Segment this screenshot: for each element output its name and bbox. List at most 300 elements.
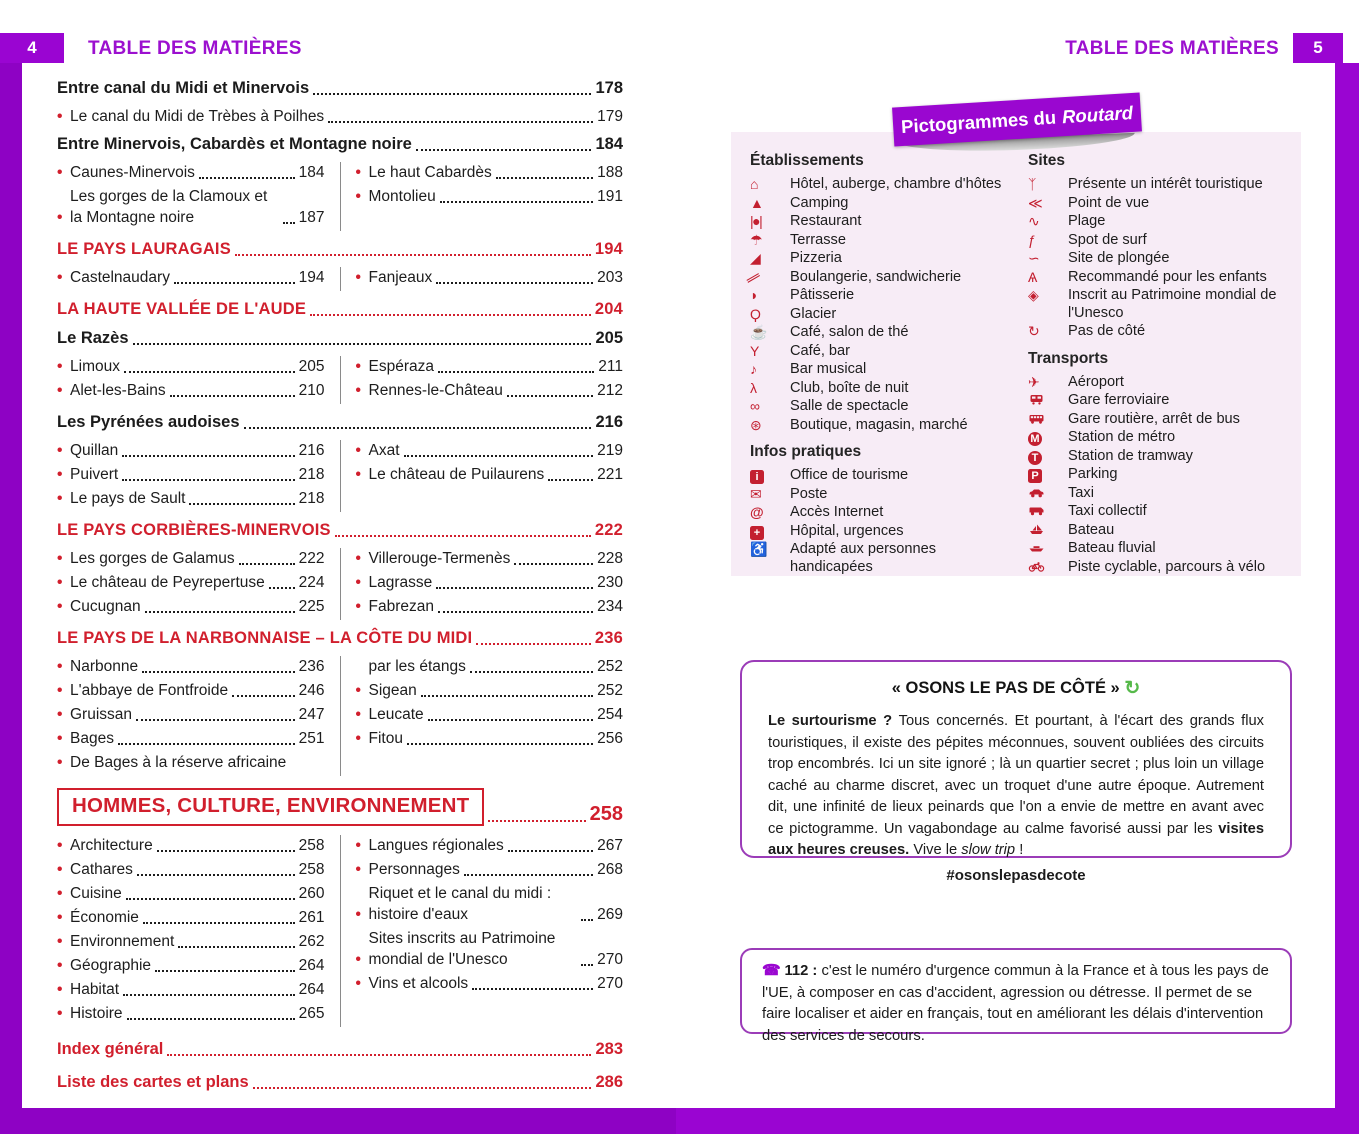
toc-entry-label: Axat [368, 442, 400, 459]
bullet-marker: • [355, 574, 361, 591]
bullet-marker: • [57, 658, 63, 675]
toc-entry-label: Les gorges de la Clamoux et la Montagne noire [70, 188, 268, 226]
bullet-marker: • [57, 730, 63, 747]
terrasse-icon: ☂ [750, 231, 763, 248]
text-segment: slow trip [961, 842, 1016, 858]
toc-entry [356, 680, 624, 701]
toc-entry-label: Architecture [70, 837, 153, 854]
picto-item [750, 417, 1022, 435]
bullet-marker: • [57, 108, 63, 125]
toc-entry-page: 187 [298, 209, 325, 226]
toc-entry [356, 356, 624, 377]
dot-leader [145, 611, 295, 613]
gare-routiere-icon [1028, 411, 1068, 429]
dot-leader [440, 201, 593, 203]
dot-leader [178, 946, 294, 948]
bullet-marker: • [57, 550, 63, 567]
dot-leader [421, 695, 593, 697]
picto-item-label: Station de métro [1068, 429, 1176, 445]
toc-entry [57, 356, 325, 377]
bullet-marker: • [57, 933, 63, 950]
toc-entry [356, 162, 624, 183]
emergency-112-box [740, 948, 1292, 1044]
picto-item [1028, 559, 1296, 577]
dot-leader [122, 455, 294, 457]
toc-column-right [340, 440, 624, 512]
toc-entry-page: 258 [298, 837, 325, 854]
toc-entry [57, 979, 325, 1000]
bullet-marker: • [355, 164, 361, 181]
dot-leader [581, 919, 593, 921]
picto-item [1028, 323, 1296, 341]
toc-entry-page: 205 [298, 358, 325, 375]
toc-entry-label: Habitat [70, 981, 120, 998]
dot-leader [335, 535, 591, 537]
toc-heading-label: Les Pyrénées audoises [57, 413, 240, 431]
text-segment: c'est le numéro d'urgence commun à la France et à tous les pays de l'UE, à composer en cas d'accident, agression ou détresse. Il permet de se faire localiser et aider en français, tout en améliorant les délais d'intervention des services de secours. [762, 963, 1269, 1044]
bateau-fluvial-icon [1028, 540, 1068, 558]
toc-entry-label: Narbonne [70, 658, 139, 675]
toc-entry-label: Riquet et le canal du midi : histoire d'eaux [368, 885, 552, 923]
pizzeria-icon: ◢ [750, 250, 761, 266]
toc-entry [57, 106, 623, 127]
toc-entry-page: 252 [597, 658, 623, 675]
toc-entry-page: 218 [298, 490, 325, 507]
bullet-marker: • [355, 466, 361, 483]
bullet-marker: • [355, 358, 361, 375]
picto-item [750, 343, 1022, 361]
dot-leader [157, 850, 295, 852]
dot-leader [470, 671, 593, 673]
toc-entry [356, 572, 624, 593]
toc-column-left [57, 440, 340, 512]
toc-entry-label: Personnages [368, 861, 460, 878]
bullet-marker: • [355, 269, 361, 286]
pas-de-cote-green-icon: ↻ [1124, 678, 1141, 699]
toc-entry-page: 264 [298, 981, 325, 998]
toc-entry-label: Fabrezan [368, 598, 434, 615]
toc-heading-label: Liste des cartes et plans [57, 1073, 249, 1091]
dot-leader [283, 222, 295, 224]
toc-part-title [57, 788, 623, 826]
bullet-marker: • [355, 682, 361, 699]
picto-item [750, 398, 1022, 416]
picto-item-label: Taxi [1068, 484, 1094, 501]
bullet-marker: • [355, 382, 361, 399]
toc-entry-label: Le pays de Sault [70, 490, 186, 507]
toc-column-left [57, 656, 340, 776]
toc-entry-page: 191 [597, 188, 623, 205]
poste-icon: ✉ [750, 485, 762, 502]
picto-item [750, 213, 1022, 231]
picto-item-label: Salle de spectacle [790, 398, 909, 414]
toc-entry-label: Espéraza [368, 358, 434, 375]
spine-strip-right [1335, 63, 1359, 1108]
toc-heading-page: 204 [594, 300, 623, 318]
dot-leader [189, 503, 294, 505]
dot-leader [428, 719, 593, 721]
picto-item-label: Accès Internet [790, 504, 884, 520]
bar-musical-icon: ♪ [750, 361, 757, 377]
toc-entry [356, 596, 624, 617]
toc-entry [57, 267, 325, 288]
bullet-marker: • [57, 574, 63, 591]
taxi-collectif-icon [1028, 503, 1068, 521]
picto-item [750, 361, 1022, 379]
spot-surf-icon: ƒ [1028, 231, 1036, 248]
toc-entry-page: 269 [597, 906, 623, 923]
toc-column-right [340, 835, 624, 1027]
picto-item-label: Hôtel, auberge, chambre d'hôtes [790, 176, 1002, 192]
bullet-marker: • [57, 909, 63, 926]
toc-entry-label: Castelnaudary [70, 269, 170, 286]
toc-entry-label: De Bages à la réserve africaine [70, 754, 287, 771]
osons-title-text: « OSONS LE PAS DE CÔTÉ » [891, 679, 1120, 697]
toc-heading [57, 327, 623, 349]
toc-entry-label: Quillan [70, 442, 119, 459]
bullet-marker: • [57, 382, 63, 399]
banner-brand: Routard [1061, 101, 1134, 127]
dot-leader [404, 455, 594, 457]
toc-two-columns [57, 440, 623, 512]
dot-leader [416, 149, 592, 151]
toc-entry-page: 184 [298, 164, 325, 181]
dot-leader [488, 820, 585, 822]
picto-item-label: Office de tourisme [790, 467, 909, 483]
toc-entry [57, 680, 325, 701]
picto-item [1028, 540, 1296, 558]
picto-item [1028, 195, 1296, 213]
page-title-left: TABLE DES MATIÈRES [88, 38, 302, 59]
part-title-box: HOMMES, CULTURE, ENVIRONNEMENT [57, 788, 484, 826]
text-segment: Tous concernés. Et pourtant, à l'écart des grands flux touristiques, il existe des pépites méconnues, souvent oubliées des circuits trop encombrés. Ici un site ignoré ; là un quartier secret ; plus loin un village caché au charme discret, avec un troquet d'une autre époque. Autrement dit, une infinité de lieux peinards que l'on a envie de mettre en avant avec ce pictogramme. Un vagabondage au calme favorisé aussi par les [768, 713, 1264, 837]
bullet-marker: • [57, 269, 63, 286]
toc-entry-page: 234 [597, 598, 623, 615]
dot-leader [269, 587, 295, 589]
toc-entry-label: Les gorges de Galamus [70, 550, 235, 567]
picto-group-heading: Transports [1028, 349, 1109, 367]
toc-entry-label: Vins et alcools [368, 975, 469, 992]
picto-item [750, 250, 1022, 268]
cafe-bar-icon: Y [750, 342, 760, 359]
dot-leader [155, 970, 295, 972]
toc-entry-label: Rennes-le-Château [368, 382, 503, 399]
text-segment: visites aux heures creuses. [768, 820, 1264, 858]
toc-entry [57, 883, 325, 904]
toc-entry [356, 728, 624, 749]
emergency-paragraph [762, 963, 1269, 1044]
bullet-marker: • [57, 358, 63, 375]
picto-item-label: Station de tramway [1068, 447, 1193, 464]
picto-group-heading: Établissements [750, 152, 864, 169]
picto-item-label: Poste [790, 485, 828, 502]
toc-two-columns [57, 835, 623, 1027]
toc-heading-label: Index général [57, 1040, 164, 1058]
toc-entry-label: par les étangs [368, 658, 466, 675]
toc-heading-label: Entre canal du Midi et Minervois [57, 79, 310, 97]
toc-entry-page: 212 [597, 382, 623, 399]
toc-entry-page: 251 [298, 730, 325, 747]
toc-entry-label: Cuisine [70, 885, 122, 902]
aeroport-icon: ✈ [1028, 373, 1040, 390]
dot-leader [136, 719, 295, 721]
toc-entry-page: 260 [298, 885, 325, 902]
bullet-marker: • [57, 164, 63, 181]
toc-entry-label: Économie [70, 909, 139, 926]
toc-entry-page: 225 [298, 598, 325, 615]
bateau-icon [1028, 522, 1068, 540]
toc-column-right [340, 548, 624, 620]
toc-entry-label: Histoire [70, 1005, 123, 1022]
toc-entry-page: 179 [597, 108, 623, 125]
toc-entry [356, 464, 624, 485]
toc-entry-page: 252 [597, 682, 623, 699]
toc-entry-label: Leucate [368, 706, 424, 723]
picto-item [750, 287, 1022, 305]
toc-heading [57, 77, 623, 99]
toc-heading-label: LA HAUTE VALLÉE DE L'AUDE [57, 300, 307, 318]
dot-leader [235, 254, 591, 256]
toc-entry-page: 188 [597, 164, 623, 181]
picto-item-label: Adapté aux personnes handicapées [790, 541, 937, 575]
dot-leader [126, 898, 295, 900]
picto-item [1028, 374, 1296, 392]
toc-entry-page: 230 [597, 574, 623, 591]
bullet-marker: • [57, 490, 63, 507]
picto-item [750, 467, 1022, 485]
toc-two-columns [57, 356, 623, 404]
dot-leader [127, 1018, 295, 1020]
dot-leader [507, 395, 593, 397]
toc-entry-label: Environnement [70, 933, 175, 950]
toc-entry [356, 267, 624, 288]
bullet-marker: • [57, 754, 63, 771]
picto-item-label: Glacier [790, 305, 837, 322]
dot-leader [438, 611, 593, 613]
toc-entry-label: Montolieu [368, 188, 436, 205]
toc-entry [57, 955, 325, 976]
picto-group-heading: Infos pratiques [750, 443, 862, 460]
toc-entry-page: 222 [298, 550, 325, 567]
toc-entry-label: Limoux [70, 358, 120, 375]
bottom-bar-left [0, 1108, 676, 1134]
toc-entry [57, 440, 325, 461]
page-number-left: 4 [0, 33, 64, 63]
toc-entry [57, 1003, 325, 1024]
toc-two-columns [57, 548, 623, 620]
toc-entry [356, 186, 624, 207]
picto-item [1028, 232, 1296, 250]
gare-ferroviaire-icon [1028, 392, 1068, 410]
picto-item-label: Piste cyclable, parcours à vélo [1068, 558, 1266, 575]
osons-title [768, 677, 1264, 700]
bullet-marker: • [57, 706, 63, 723]
bullet-marker: • [355, 730, 361, 747]
picto-item [750, 324, 1022, 342]
toc-entry [57, 704, 325, 725]
dot-leader [508, 850, 593, 852]
bullet-marker: • [355, 550, 361, 567]
toc-entry [57, 186, 325, 228]
toc-entry-page: 218 [298, 466, 325, 483]
toc-entry [57, 596, 325, 617]
banner-text: Pictogrammes du [900, 106, 1057, 137]
picto-item-label: Restaurant [790, 213, 862, 229]
toc-entry [356, 928, 624, 970]
toc-heading-label: LE PAYS CORBIÈRES-MINERVOIS [57, 521, 331, 539]
picto-item-label: Présente un intérêt touristique [1068, 176, 1263, 192]
cafe-salon-the-icon: ☕ [750, 324, 768, 340]
picto-item [1028, 411, 1296, 429]
toc-entry [356, 440, 624, 461]
bullet-marker: • [57, 837, 63, 854]
toc-heading [57, 627, 623, 649]
toc-entry-label: Le haut Cabardès [368, 164, 492, 181]
toc-entry [57, 931, 325, 952]
picto-item-label: Terrasse [790, 231, 846, 248]
toc-heading [57, 238, 623, 260]
picto-item-label: Bateau fluvial [1068, 540, 1156, 556]
toc-heading [57, 1071, 623, 1093]
toc-entry-page: 224 [298, 574, 325, 591]
toc-entry-page: 228 [597, 550, 623, 567]
picto-item [1028, 269, 1296, 287]
toc-heading-page: 184 [595, 135, 623, 153]
toc-entry-label: Puivert [70, 466, 119, 483]
toc-entry [57, 548, 325, 569]
toc-entry [356, 883, 624, 925]
toc-entry-label: Sigean [368, 682, 417, 699]
toc-entry [57, 835, 325, 856]
bullet-marker: • [57, 981, 63, 998]
toc-entry-page: 256 [597, 730, 623, 747]
toc-entry-page: 247 [298, 706, 325, 723]
dot-leader [328, 121, 593, 123]
picto-item [1028, 522, 1296, 540]
toc-heading [57, 519, 623, 541]
toc-entry [356, 548, 624, 569]
toc-entry-page: 219 [597, 442, 623, 459]
toc-entry [356, 835, 624, 856]
text-segment: Le surtourisme ? [768, 713, 899, 729]
picto-item [1028, 213, 1296, 231]
page-number-right: 5 [1293, 33, 1343, 63]
picto-item-label: Plage [1068, 213, 1106, 229]
picto-item-label: Recommandé pour les enfants [1068, 268, 1267, 285]
toc-entry-page: 211 [598, 358, 623, 375]
camping-icon: ▲ [750, 194, 764, 211]
picto-item-label: Club, boîte de nuit [790, 379, 909, 396]
dot-leader [514, 563, 593, 565]
salle-spectacle-icon: ∞ [750, 398, 760, 414]
toc-two-columns [57, 162, 623, 231]
toc-entry-page: 268 [597, 861, 623, 878]
toc-heading-page: 194 [594, 240, 623, 258]
dot-leader [472, 988, 593, 990]
picto-item-label: Hôpital, urgences [790, 522, 904, 539]
picto-item-label: Camping [790, 194, 849, 211]
picto-item [1028, 503, 1296, 521]
toc-entry-label: Villerouge-Termenès [368, 550, 511, 567]
office-tourisme-icon: i [750, 467, 790, 485]
toc-entry [57, 488, 325, 509]
toc-heading-label: LE PAYS LAURAGAIS [57, 240, 231, 258]
toc-entry-page: 221 [597, 466, 623, 483]
unesco-icon: ◈ [1028, 287, 1039, 303]
boulangerie-icon: ∥ [745, 269, 763, 284]
interet-touristique-icon: ᛉ [1028, 176, 1037, 192]
dot-leader [239, 563, 295, 565]
picto-item [1028, 466, 1296, 484]
dot-leader [123, 994, 295, 996]
site-plongee-icon: ∽ [1028, 250, 1040, 266]
toc-entry-page: 262 [298, 933, 325, 950]
patisserie-icon: ◗ [750, 287, 759, 303]
taxi-icon [1028, 485, 1068, 503]
toc-heading [57, 1038, 623, 1060]
picto-item [750, 232, 1022, 250]
toc-entry [57, 380, 325, 401]
dot-leader [232, 695, 295, 697]
toc-heading [57, 133, 623, 155]
picto-item-label: Bateau [1068, 521, 1115, 538]
toc-entry-page: 265 [298, 1005, 325, 1022]
picto-item [750, 176, 1022, 194]
toc-entry-label: Caunes-Minervois [70, 164, 195, 181]
dot-leader [407, 743, 593, 745]
toc-heading [57, 298, 623, 320]
toc-two-columns [57, 267, 623, 291]
hopital-icon: + [750, 523, 790, 541]
picto-item-label: Gare ferroviaire [1068, 392, 1170, 408]
toc-column-left [57, 267, 340, 291]
metro-icon: M [1028, 429, 1068, 447]
toc-entry-page: 261 [298, 909, 325, 926]
toc-column-right [340, 656, 624, 776]
toc-entry [57, 162, 325, 183]
picto-item-label: Pas de côté [1068, 323, 1146, 339]
dot-leader [174, 282, 295, 284]
dot-leader [142, 671, 295, 673]
dot-leader [436, 282, 593, 284]
toc-entry-label: Lagrasse [368, 574, 433, 591]
picto-item-label: Boutique, magasin, marché [790, 416, 968, 433]
velo-icon [1028, 559, 1068, 577]
picto-item-label: Café, salon de thé [790, 324, 909, 340]
dot-leader [548, 479, 593, 481]
dot-leader [253, 1087, 592, 1089]
toc-column-right [340, 267, 624, 291]
toc-entry-page: 194 [298, 269, 325, 286]
glacier-icon: Ϙ [750, 305, 761, 322]
text-segment: Vive le [909, 842, 962, 858]
toc-entry-page: 258 [298, 861, 325, 878]
toc-heading-label: LE PAYS DE LA NARBONNAISE – LA CÔTE DU MIDI [57, 629, 473, 647]
toc-heading-label: Entre Minervois, Cabardès et Montagne noire [57, 135, 412, 153]
boutique-icon: ⊛ [750, 416, 762, 433]
toc-heading-page: 178 [595, 79, 623, 97]
toc-column-left [57, 356, 340, 404]
picto-item-label: Spot de surf [1068, 231, 1147, 248]
toc-column-left [57, 162, 340, 231]
toc-entry-page: 264 [298, 957, 325, 974]
toc-column-left [57, 835, 340, 1027]
toc-entry-page: 236 [298, 658, 325, 675]
dot-leader [133, 343, 592, 345]
point-de-vue-icon: ≪ [1028, 194, 1043, 211]
picto-item [1028, 176, 1296, 194]
club-icon: λ [750, 379, 757, 396]
